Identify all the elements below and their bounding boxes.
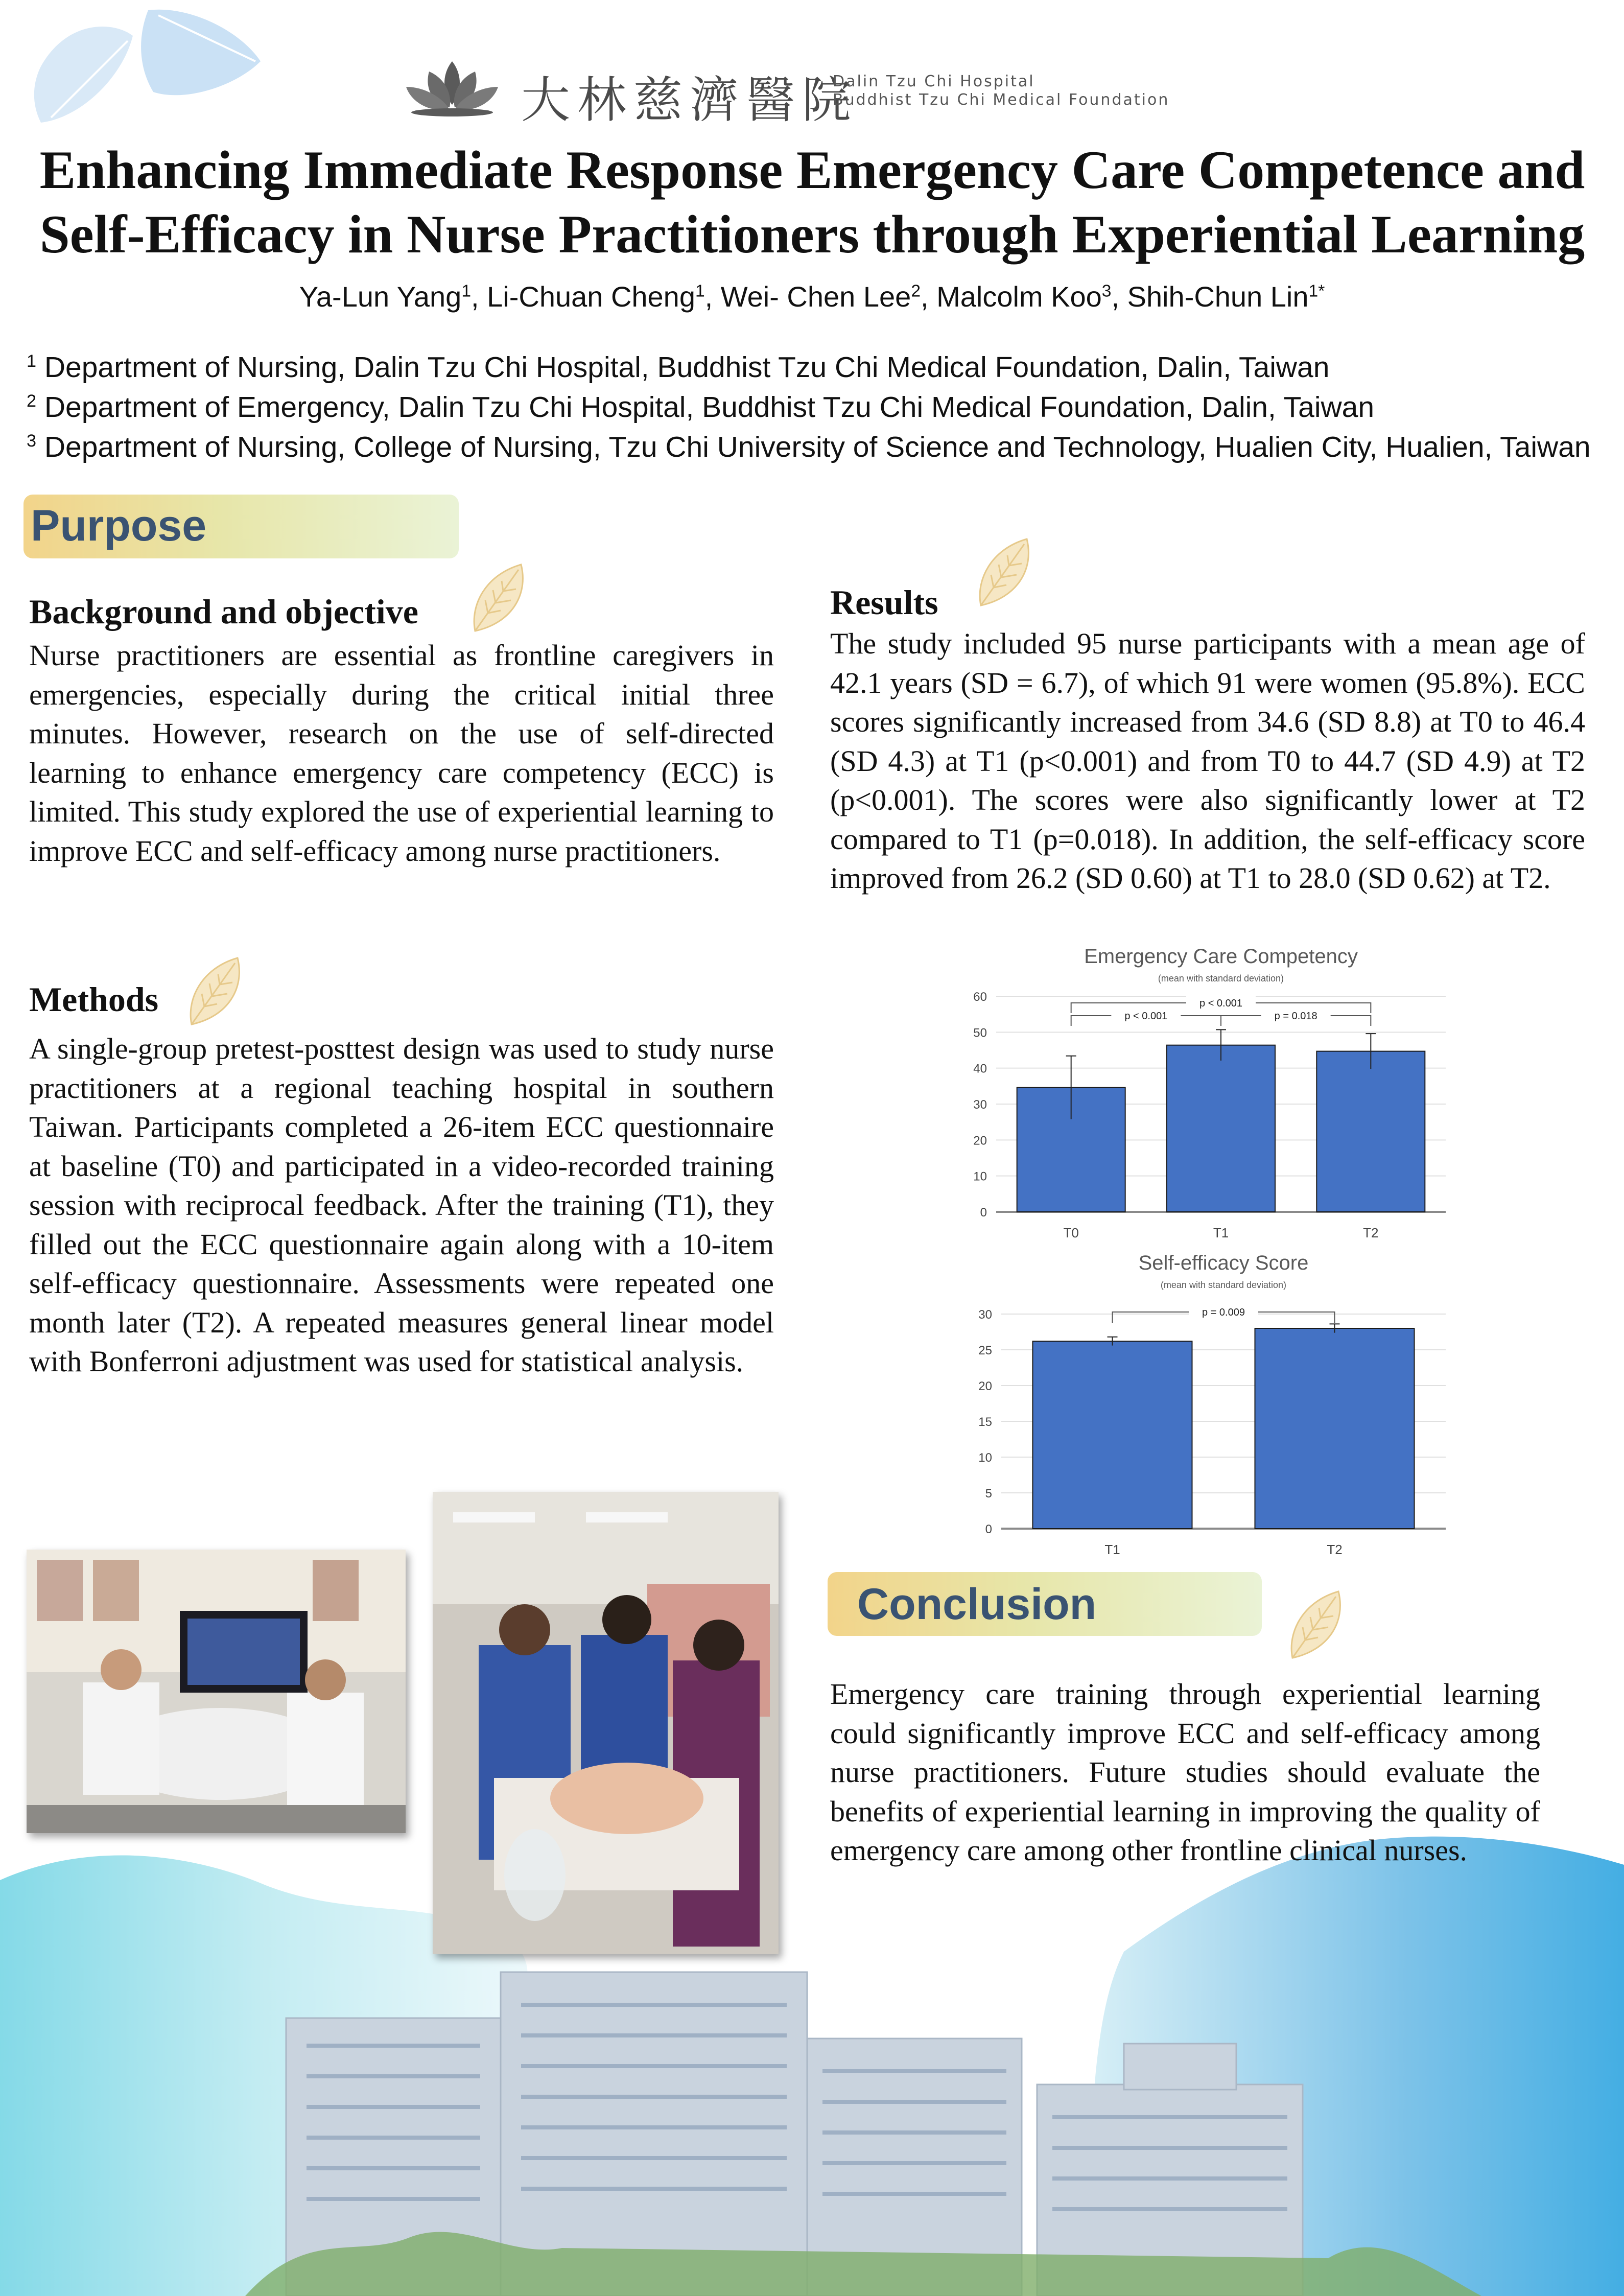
methods-text: A single-group pretest-posttest design was used to study nurse practitioners at a regional teaching hospital in southern Taiwan. Participants completed a 26-item ECC questionnaire at baseline (T0) and participated in a video-recorded training session with reciprocal feedback. After the training (T1), they filled out the ECC questionnaire again along with a 10-item self-efficacy questionnaire. Assessments were repeated one month later (T2). A repeated measures general linear model with Bonferroni adjustment was used for statistical analysis.: [29, 1032, 774, 1378]
results-heading: Results: [830, 583, 938, 622]
y-tick-label: 30: [973, 1098, 987, 1112]
affiliation: $^2$ Department of Emergency, Dalin Tzu Chi Hospital, Buddhist Tzu Chi Medical Foundation, Dalin, Taiwan: [27, 391, 1375, 424]
x-tick-label: T1: [1213, 1225, 1229, 1240]
p-value-label: p < 0.001: [1124, 1011, 1168, 1022]
ecc-bar-chart: [950, 945, 1461, 1252]
p-value-label: p = 0.018: [1274, 1011, 1317, 1022]
x-tick-label: T0: [1063, 1225, 1079, 1240]
results-text: The study included 95 nurse participants with a mean age of 42.1 years (SD = 6.7), of which 91 were women (95.8%). ECC scores significantly increased from 34.6 (SD 8.8) at T0 to 46.4 (SD 4.3) at T1 (p<0.001) and from T0 to 44.7 (SD 4.9) at T2 (p<0.001). The scores were also significantly lower at T2 compared to T1 (p=0.018). In addition, the self-efficacy score improved from 26.2 (SD 0.60) at T1 to 28.0 (SD 0.62) at T2.: [830, 627, 1585, 895]
affiliation: $^1$ Department of Nursing, Dalin Tzu Chi Hospital, Buddhist Tzu Chi Medical Foundation, Dalin, Taiwan: [27, 351, 1330, 384]
leaf-icon: [971, 534, 1037, 611]
y-tick-label: 0: [980, 1206, 987, 1220]
y-tick-label: 15: [978, 1415, 992, 1429]
hospital-name-english: [833, 73, 1169, 109]
y-tick-label: 40: [973, 1062, 987, 1076]
bar: [1255, 1328, 1415, 1529]
author: Wei- Chen Lee$^2$: [720, 280, 921, 313]
title-line-2: Self-Efficacy in Nurse Practitioners through Experiential Learning: [39, 204, 1585, 264]
leaf-icon: [1282, 1586, 1349, 1663]
x-tick-label: T2: [1363, 1225, 1379, 1240]
affiliation: $^3$ Department of Nursing, College of Nursing, Tzu Chi University of Science and Technology, Hualien City, Hualien, Taiwan: [27, 431, 1591, 463]
x-tick-label: T2: [1327, 1542, 1343, 1557]
hospital-name-en-line2: Buddhist Tzu Chi Medical Foundation: [833, 91, 1170, 109]
bar: [1167, 1045, 1275, 1212]
self-efficacy-bar-chart: [971, 1252, 1461, 1563]
conclusion-banner-label: Conclusion: [857, 1580, 1097, 1629]
y-tick-label: 20: [973, 1134, 987, 1148]
author: Ya-Lun Yang$^1$: [299, 280, 472, 313]
hospital-logo-block: [398, 56, 1170, 129]
background-heading: Background and objective: [29, 592, 418, 631]
leaf-icon: [181, 953, 248, 1029]
bar: [1033, 1341, 1192, 1529]
methods-heading: Methods: [29, 980, 159, 1019]
leaf-decoration-icon: [20, 0, 276, 153]
purpose-banner: [23, 495, 459, 558]
chart-title: Emergency Care Competency: [1084, 945, 1358, 968]
author-list: Ya-Lun Yang$^1$, Li-Chuan Cheng$^1$, Wei- Chen Lee$^2$, Malcolm Koo$^3$, Shih-Chun Lin$^{1*}$: [299, 280, 1325, 313]
chart-subtitle: (mean with standard deviation): [1158, 973, 1284, 983]
chart-title: Self-efficacy Score: [1138, 1252, 1309, 1274]
p-value-label: p = 0.009: [1202, 1307, 1245, 1318]
x-tick-label: T1: [1104, 1542, 1120, 1557]
bar: [1316, 1051, 1425, 1212]
background-watercolor-building: [0, 1819, 1624, 2296]
photo-cpr-training: [433, 1492, 779, 1954]
y-tick-label: 10: [978, 1451, 992, 1465]
hospital-name-chinese: 大林慈濟醫院: [521, 72, 858, 129]
y-tick-label: 20: [978, 1379, 992, 1393]
p-value-label: p < 0.001: [1199, 998, 1242, 1009]
y-tick-label: 50: [973, 1026, 987, 1040]
y-tick-label: 25: [978, 1344, 992, 1357]
title-line-1: Enhancing Immediate Response Emergency Care Competence and: [39, 140, 1585, 200]
hospital-name-en-line1: Dalin Tzu Chi Hospital: [833, 73, 1035, 90]
conclusion-banner: [828, 1572, 1262, 1636]
y-tick-label: 30: [978, 1308, 992, 1322]
purpose-banner-label: Purpose: [31, 501, 207, 550]
poster-title: [20, 138, 1604, 267]
photo-video-feedback-session: [27, 1550, 406, 1833]
leaf-icon: [465, 559, 531, 636]
lotus-logo-icon: [398, 56, 506, 118]
y-tick-label: 60: [973, 990, 987, 1004]
author: Shih-Chun Lin$^{1*}$: [1127, 280, 1325, 313]
author: Malcolm Koo$^3$: [936, 280, 1112, 313]
y-tick-label: 5: [985, 1487, 992, 1501]
chart-subtitle: (mean with standard deviation): [1160, 1280, 1287, 1290]
y-tick-label: 0: [985, 1522, 992, 1536]
author: Li-Chuan Cheng$^1$: [487, 280, 705, 313]
conclusion-text: Emergency care training through experiential learning could significantly improve ECC and self-efficacy among nurse practitioners. Future studies should evaluate the benefits of experiential learning in improving the quality of emergency care among other frontline clinical nurses.: [830, 1677, 1540, 1867]
y-tick-label: 10: [973, 1169, 987, 1184]
background-text: Nurse practitioners are essential as frontline caregivers in emergencies, especially during the critical initial three minutes. However, research on the use of self-directed learning to enhance emergency care competency (ECC) is limited. This study explored the use of experiential learning to improve ECC and self-efficacy among nurse practitioners.: [29, 639, 774, 868]
affiliation-list: [27, 347, 1620, 467]
